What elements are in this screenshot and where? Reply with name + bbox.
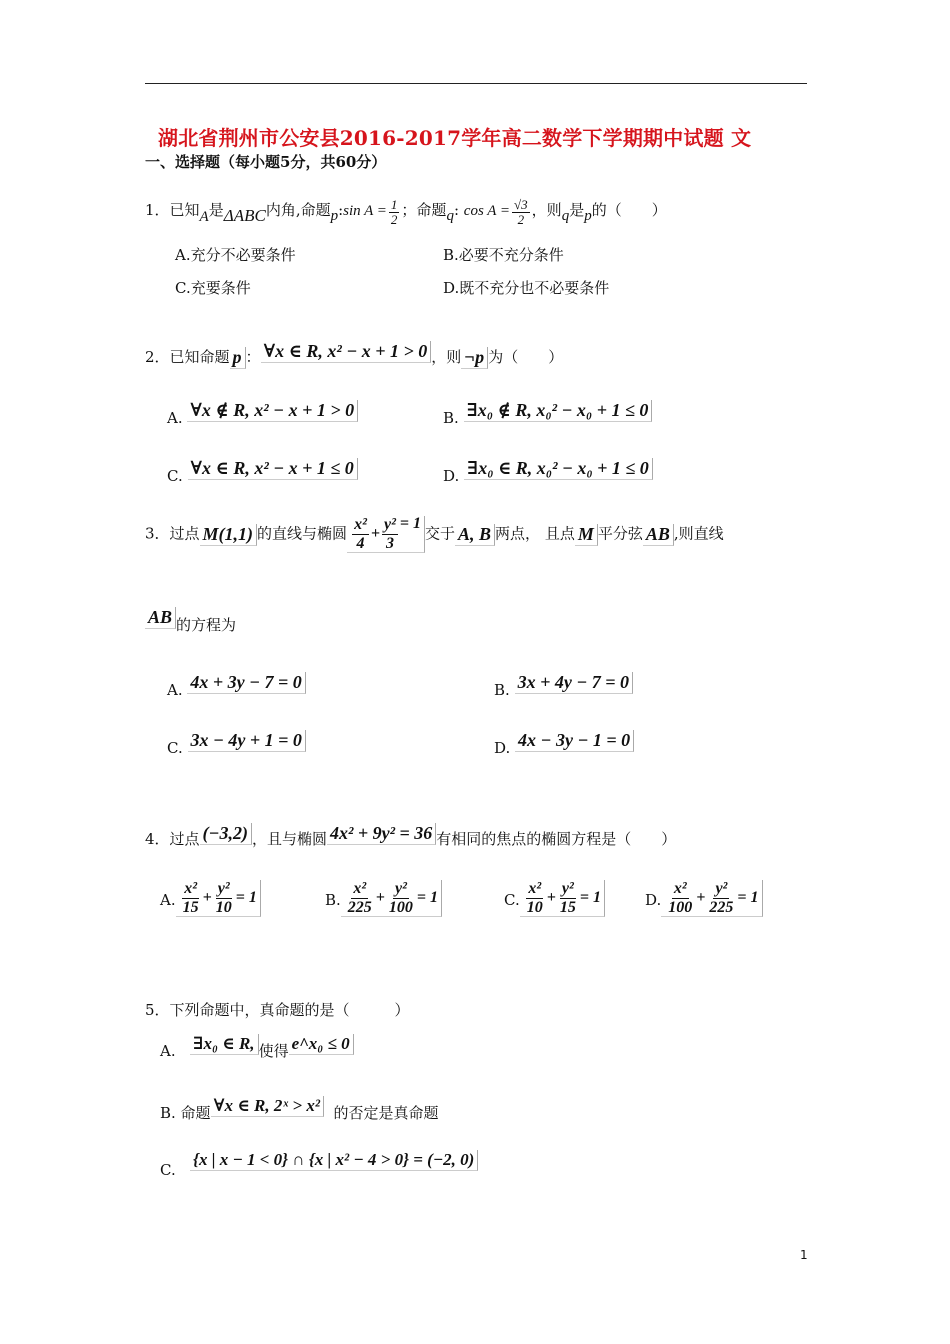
q5-option-c[interactable]: C. {x | x − 1 < 0} ∩ {x | x² − 4 > 0} = (−2, 0) <box>160 1150 478 1171</box>
q3-option-a[interactable]: A. 4x + 3y − 7 = 0 <box>167 672 306 694</box>
question-2: 2．已知命题 p ： ∀x ∈ R, x² − x + 1 > 0 ，则 ¬p 为（ ） <box>145 341 564 367</box>
q2-option-c[interactable]: C. ∀x ∈ R, x² − x + 1 ≤ 0 <box>167 458 358 480</box>
q5-option-a[interactable]: A. ∃x₀ ∈ R, 使得 e^x₀ ≤ 0 <box>160 1032 354 1055</box>
question-4: 4．过点 (−3,2) ，且与椭圆 4x² + 9y² = 36 有相同的焦点的椭圆方程是（ ） <box>145 823 677 848</box>
q3-option-d[interactable]: D. 4x − 3y − 1 = 0 <box>494 730 634 752</box>
q4-option-d[interactable]: D. $\frac{\text{x²}}{100}$ + $\frac{\text{y²}}{225}$ = 1 <box>645 880 763 917</box>
q5-option-b[interactable]: B. 命题 ∀x ∈ R, 2ˣ > x² 的否定是真命题 <box>160 1095 439 1122</box>
q1-option-a[interactable]: A.充分不必要条件 <box>175 246 296 264</box>
page-number: 1 <box>800 1248 808 1262</box>
question-1: 1．已知A是ΔABC内角,命题p:sin A = $\frac{1}{2}$ ；命题q: cos A = $\frac{√3}{2}$ ，则q是p的（ ） <box>145 197 667 228</box>
q2-option-a[interactable]: A. ∀x ∉ R, x² − x + 1 > 0 <box>167 400 358 422</box>
q1-option-d[interactable]: D.既不充分也不必要条件 <box>443 279 610 297</box>
q1-option-c[interactable]: C.充要条件 <box>175 279 251 297</box>
q3-option-c[interactable]: C. 3x − 4y + 1 = 0 <box>167 730 306 752</box>
question-3: 3．过点 M(1,1) 的直线与椭圆 $\frac{\text{x²}}{4}$ + $\frac{\text{y²}}{3}$ = 1 交于 A, B 两点， 且点 M 平分弦 AB ,则直线 <box>145 515 724 552</box>
page-title: 湖北省荆州市公安县2016-2017学年高二数学下学期期中试题 文 <box>158 126 752 150</box>
q2-option-d[interactable]: D. ∃x₀ ∈ R, x₀² − x₀ + 1 ≤ 0 <box>443 458 653 480</box>
q4-option-c[interactable]: C. $\frac{\text{x²}}{10}$ + $\frac{\text{y²}}{15}$ = 1 <box>504 880 605 917</box>
section-header: 一、选择题（每小题5分，共60分） <box>145 153 387 171</box>
q4-option-b[interactable]: B. $\frac{\text{x²}}{225}$ + $\frac{\text{y²}}{100}$ = 1 <box>325 880 442 917</box>
header-rule <box>145 83 807 84</box>
q3-option-b[interactable]: B. 3x + 4y − 7 = 0 <box>494 672 633 694</box>
question-5: 5．下列命题中，真命题的是（ ） <box>145 1001 410 1019</box>
q2-option-b[interactable]: B. ∃x₀ ∉ R, x₀² − x₀ + 1 ≤ 0 <box>443 400 652 422</box>
question-3-continued: AB 的方程为 <box>145 614 236 637</box>
q4-option-a[interactable]: A. $\frac{\text{x²}}{15}$ + $\frac{\text{y²}}{10}$ = 1 <box>160 880 261 917</box>
q1-option-b[interactable]: B.必要不充分条件 <box>443 246 564 264</box>
